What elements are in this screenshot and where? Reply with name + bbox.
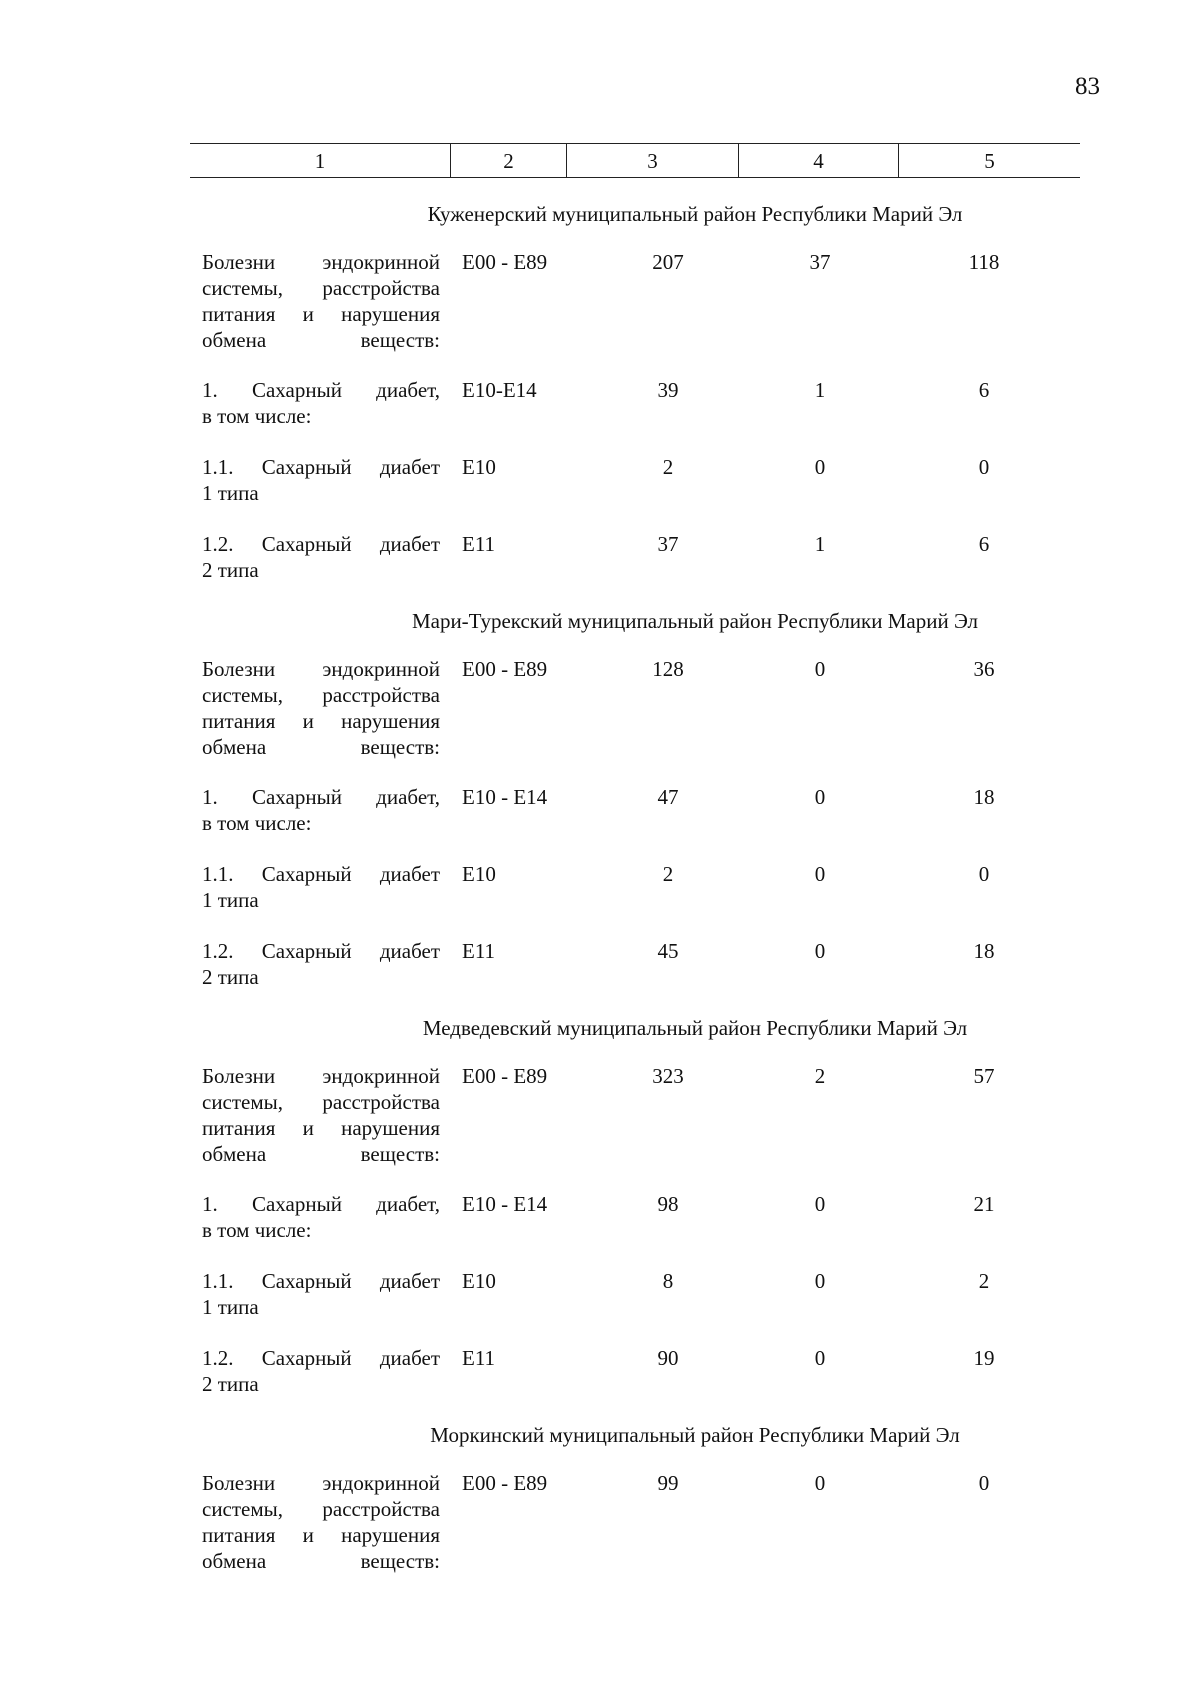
row-name-line: 1.2. Сахарный диабет [202,1346,440,1370]
row-value-3: 2 [662,455,674,479]
section-title: Медведевский муниципальный район Республики Марий Эл [422,1016,968,1040]
row-value-5: 0 [978,455,990,479]
row-name-line: Болезни эндокринной [202,1471,440,1495]
column-header-1: 1 [314,148,326,173]
row-value-5: 21 [973,1192,995,1216]
row-name-line: в том числе: [202,811,312,835]
row-value-4: 37 [809,250,831,274]
row-name-line: системы, расстройства [202,276,440,300]
row-value-4: 0 [814,785,826,809]
table-row [190,1470,1080,1574]
row-name-line: 1.1. Сахарный диабет [202,862,440,886]
row-value-4: 0 [814,1346,826,1370]
table-row [190,454,1080,506]
table-row [190,377,1080,429]
row-value-4: 0 [814,862,826,886]
column-header-3: 3 [566,144,738,177]
row-name-line: 1. Сахарный диабет, [202,1192,440,1216]
row-name-line: обмена веществ: [202,1549,440,1573]
row-value-5: 0 [978,862,990,886]
row-name-line: системы, расстройства [202,1497,440,1521]
row-name-line: Болезни эндокринной [202,250,440,274]
row-name-line: 2 типа [202,1372,259,1396]
row-value-4: 0 [814,1269,826,1293]
row-name-line: в том числе: [202,1218,312,1242]
row-name-line: 2 типа [202,558,259,582]
row-name-line: 1.2. Сахарный диабет [202,532,440,556]
row-name-line: питания и нарушения [202,302,440,326]
row-name-line: 1.2. Сахарный диабет [202,939,440,963]
row-name [202,656,440,760]
row-value-3: 207 [652,250,684,274]
row-code: E11 [462,532,496,556]
row-name [202,1345,440,1397]
table-row [190,1268,1080,1320]
row-value-5: 118 [968,250,1000,274]
row-name-line: 1. Сахарный диабет, [202,785,440,809]
table-row [190,1063,1080,1167]
row-code: E00 - E89 [462,657,548,681]
row-value-4: 1 [814,378,826,402]
row-name-line: обмена веществ: [202,735,440,759]
row-code: E10 [462,862,496,886]
row-name-line: 1 типа [202,888,259,912]
section-title: Мари-Турекский муниципальный район Республики Марий Эл [411,609,979,633]
section-title: Куженерский муниципальный район Республики Марий Эл [427,202,963,226]
row-name-line: системы, расстройства [202,1090,440,1114]
row-value-3: 323 [652,1064,684,1088]
row-name [202,531,440,583]
row-value-3: 39 [657,378,679,402]
row-code: E10 [462,1269,496,1293]
row-name-line: 1.1. Сахарный диабет [202,455,440,479]
row-name [202,249,440,353]
column-header-4: 4 [738,144,898,177]
table-row [190,656,1080,760]
row-code: E10 - E14 [462,1192,548,1216]
section-title: Моркинский муниципальный район Республики Марий Эл [430,1423,960,1447]
row-code: E00 - E89 [462,250,548,274]
row-name-line: питания и нарушения [202,1116,440,1140]
row-value-4: 0 [814,939,826,963]
row-name [202,861,440,913]
row-name-line: Болезни эндокринной [202,1064,440,1088]
row-value-3: 37 [657,532,679,556]
row-name-line: обмена веществ: [202,328,440,352]
table-row [190,1345,1080,1397]
row-name [202,1470,440,1574]
row-code: E00 - E89 [462,1064,548,1088]
row-name-line: обмена веществ: [202,1142,440,1166]
row-name-line: в том числе: [202,404,312,428]
row-name-line: 2 типа [202,965,259,989]
row-code: E11 [462,1346,496,1370]
row-name-line: 1 типа [202,1295,259,1319]
row-name-line: 1. Сахарный диабет, [202,378,440,402]
row-name [202,1268,440,1320]
column-header-2: 2 [450,144,566,177]
row-value-4: 2 [814,1064,826,1088]
row-name-line: 1 типа [202,481,259,505]
row-code: E00 - E89 [462,1471,548,1495]
table-row [190,938,1080,990]
row-value-5: 18 [973,939,995,963]
table-row [190,531,1080,583]
row-value-4: 1 [814,532,826,556]
row-value-3: 47 [657,785,679,809]
row-name [202,784,440,836]
row-value-3: 2 [662,862,674,886]
table-row [190,249,1080,353]
row-value-4: 0 [814,657,826,681]
table-row [190,861,1080,913]
column-header-5: 5 [898,144,1080,177]
row-name [202,454,440,506]
page-number: 83 [1075,73,1100,100]
table-column-header [190,143,1080,178]
row-value-3: 99 [657,1471,679,1495]
row-name-line: питания и нарушения [202,1523,440,1547]
row-code: E10 - E14 [462,785,548,809]
row-name [202,377,440,429]
row-code: E10 [462,455,496,479]
row-name [202,1063,440,1167]
row-name [202,938,440,990]
row-value-4: 0 [814,455,826,479]
row-name-line: Болезни эндокринной [202,657,440,681]
row-value-5: 6 [978,378,990,402]
table-row [190,784,1080,836]
row-value-5: 6 [978,532,990,556]
row-value-5: 57 [973,1064,995,1088]
row-value-4: 0 [814,1192,826,1216]
row-value-5: 19 [973,1346,995,1370]
row-name-line: питания и нарушения [202,709,440,733]
row-value-3: 90 [657,1346,679,1370]
row-value-4: 0 [814,1471,826,1495]
row-value-3: 128 [652,657,684,681]
row-value-3: 8 [662,1269,674,1293]
row-value-3: 45 [657,939,679,963]
row-value-3: 98 [657,1192,679,1216]
row-name-line: 1.1. Сахарный диабет [202,1269,440,1293]
row-value-5: 2 [978,1269,990,1293]
row-value-5: 0 [978,1471,990,1495]
row-code: E10-E14 [462,378,537,402]
row-name-line: системы, расстройства [202,683,440,707]
row-name [202,1191,440,1243]
row-code: E11 [462,939,496,963]
table-body [190,176,1080,1598]
row-value-5: 18 [973,785,995,809]
table-row [190,1191,1080,1243]
row-value-5: 36 [973,657,995,681]
